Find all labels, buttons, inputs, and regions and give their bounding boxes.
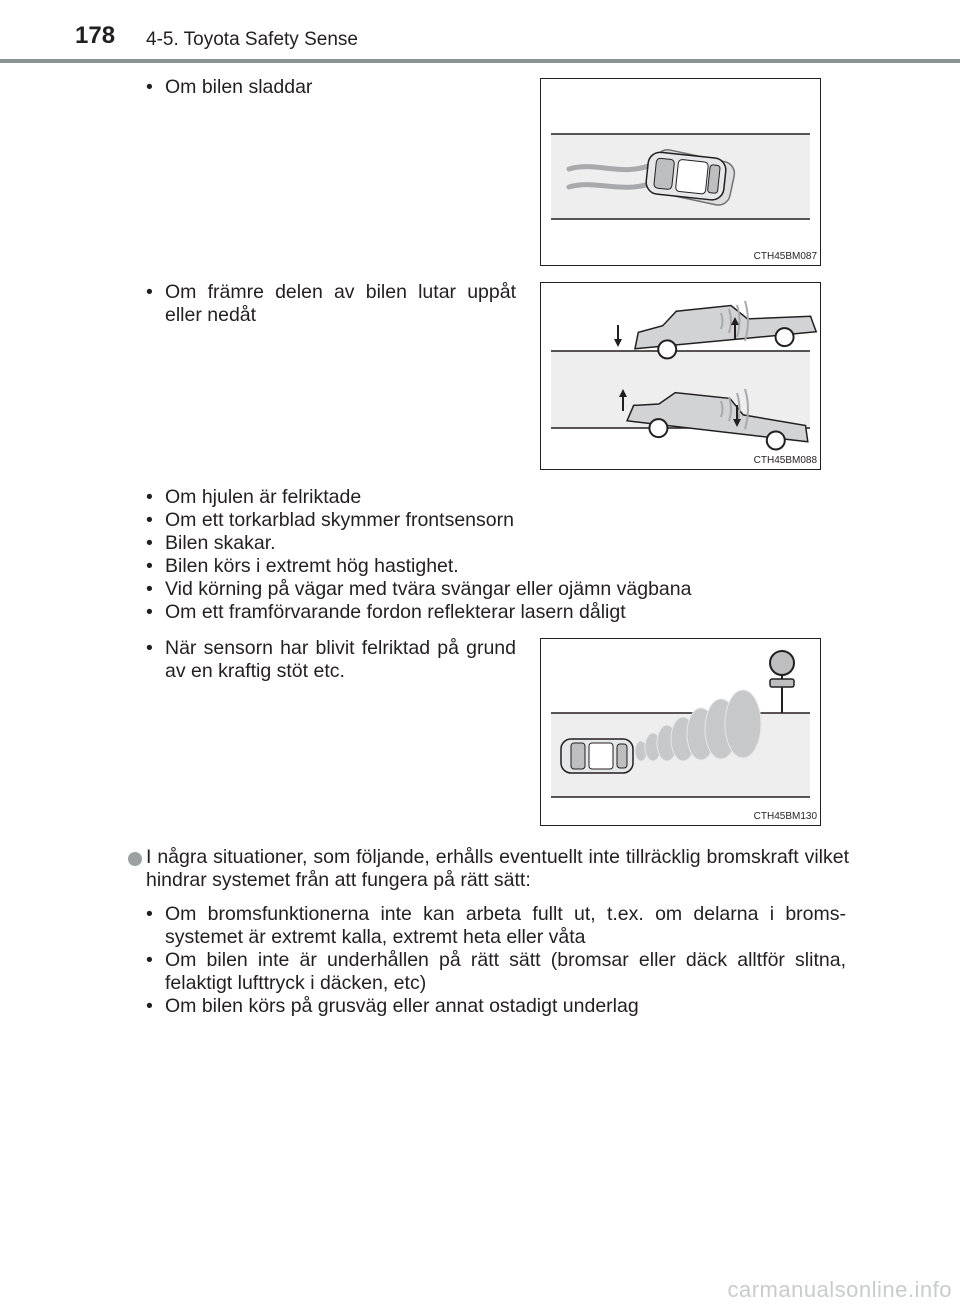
bullet-dot: • [146,509,153,531]
bullet-dot: • [146,601,153,623]
list-item [146,76,526,99]
list-item-text: Om främre delen av bilen lutar uppåt eller nedåt [165,281,516,326]
circle-bullet-icon [128,852,142,866]
list-item [146,281,526,327]
list-item-text: Om bilen inte är underhållen på rätt sätt (bromsar eller däck alltför slitna, felaktigt lufttryck i däcken, etc) [165,949,846,994]
note-paragraph: I några situationer, som följande, erhålls eventuellt inte tillräcklig bromskraft vilket hindrar systemet från att fungera på rätt sätt: [146,846,849,891]
list-item [146,903,846,949]
bullet-dot: • [146,949,153,971]
list-item-text: Om bilen sladdar [165,76,313,98]
illustration-skidding-car [540,78,821,266]
list-item [146,949,846,995]
bullet-dot: • [146,995,153,1017]
list-item [146,637,526,683]
list-item [146,578,866,601]
figure-code: CTH45BM088 [753,455,817,466]
figure-code: CTH45BM130 [753,811,817,822]
list-item-text: Om bilen körs på grusväg eller annat ostadigt underlag [165,995,639,1017]
list-item-text: Om ett framförvarande fordon reflekterar lasern dåligt [165,601,626,623]
illustration-misaligned-sensor [540,638,821,826]
list-item [146,486,866,509]
section-title: 4-5. Toyota Safety Sense [146,29,358,50]
figure-code: CTH45BM087 [753,251,817,262]
list-item [146,532,866,555]
bullet-dot: • [146,578,153,600]
list-item-text: När sensorn har blivit felriktad på grund av en kraftig stöt etc. [165,637,516,682]
list-item-text: Om hjulen är felriktade [165,486,362,508]
bullet-dot: • [146,637,153,659]
list-item [146,555,866,578]
illustration-tilting-car [540,282,821,470]
list-item-text: Bilen körs i extremt hög hastighet. [165,555,459,577]
list-item-text: Vid körning på vägar med tvära svängar eller ojämn vägbana [165,578,692,600]
list-item-text: Bilen skakar. [165,532,276,554]
list-item-text: Om bromsfunktionerna inte kan arbeta fullt ut, t.ex. om delarna i broms-systemet är extremt kalla, extremt heta eller våta [165,903,846,948]
bullet-dot: • [146,486,153,508]
list-item [146,995,846,1018]
page-number: 178 [75,22,116,49]
bullet-dot: • [146,903,153,925]
list-item [146,601,866,624]
list-item [146,509,866,532]
bullet-dot: • [146,555,153,577]
list-item-text: Om ett torkarblad skymmer frontsensorn [165,509,514,531]
bullet-dot: • [146,281,153,303]
header-divider [0,59,960,63]
watermark: carmanualsonline.info [727,1277,952,1302]
bullet-dot: • [146,532,153,554]
bullet-dot: • [146,76,153,98]
